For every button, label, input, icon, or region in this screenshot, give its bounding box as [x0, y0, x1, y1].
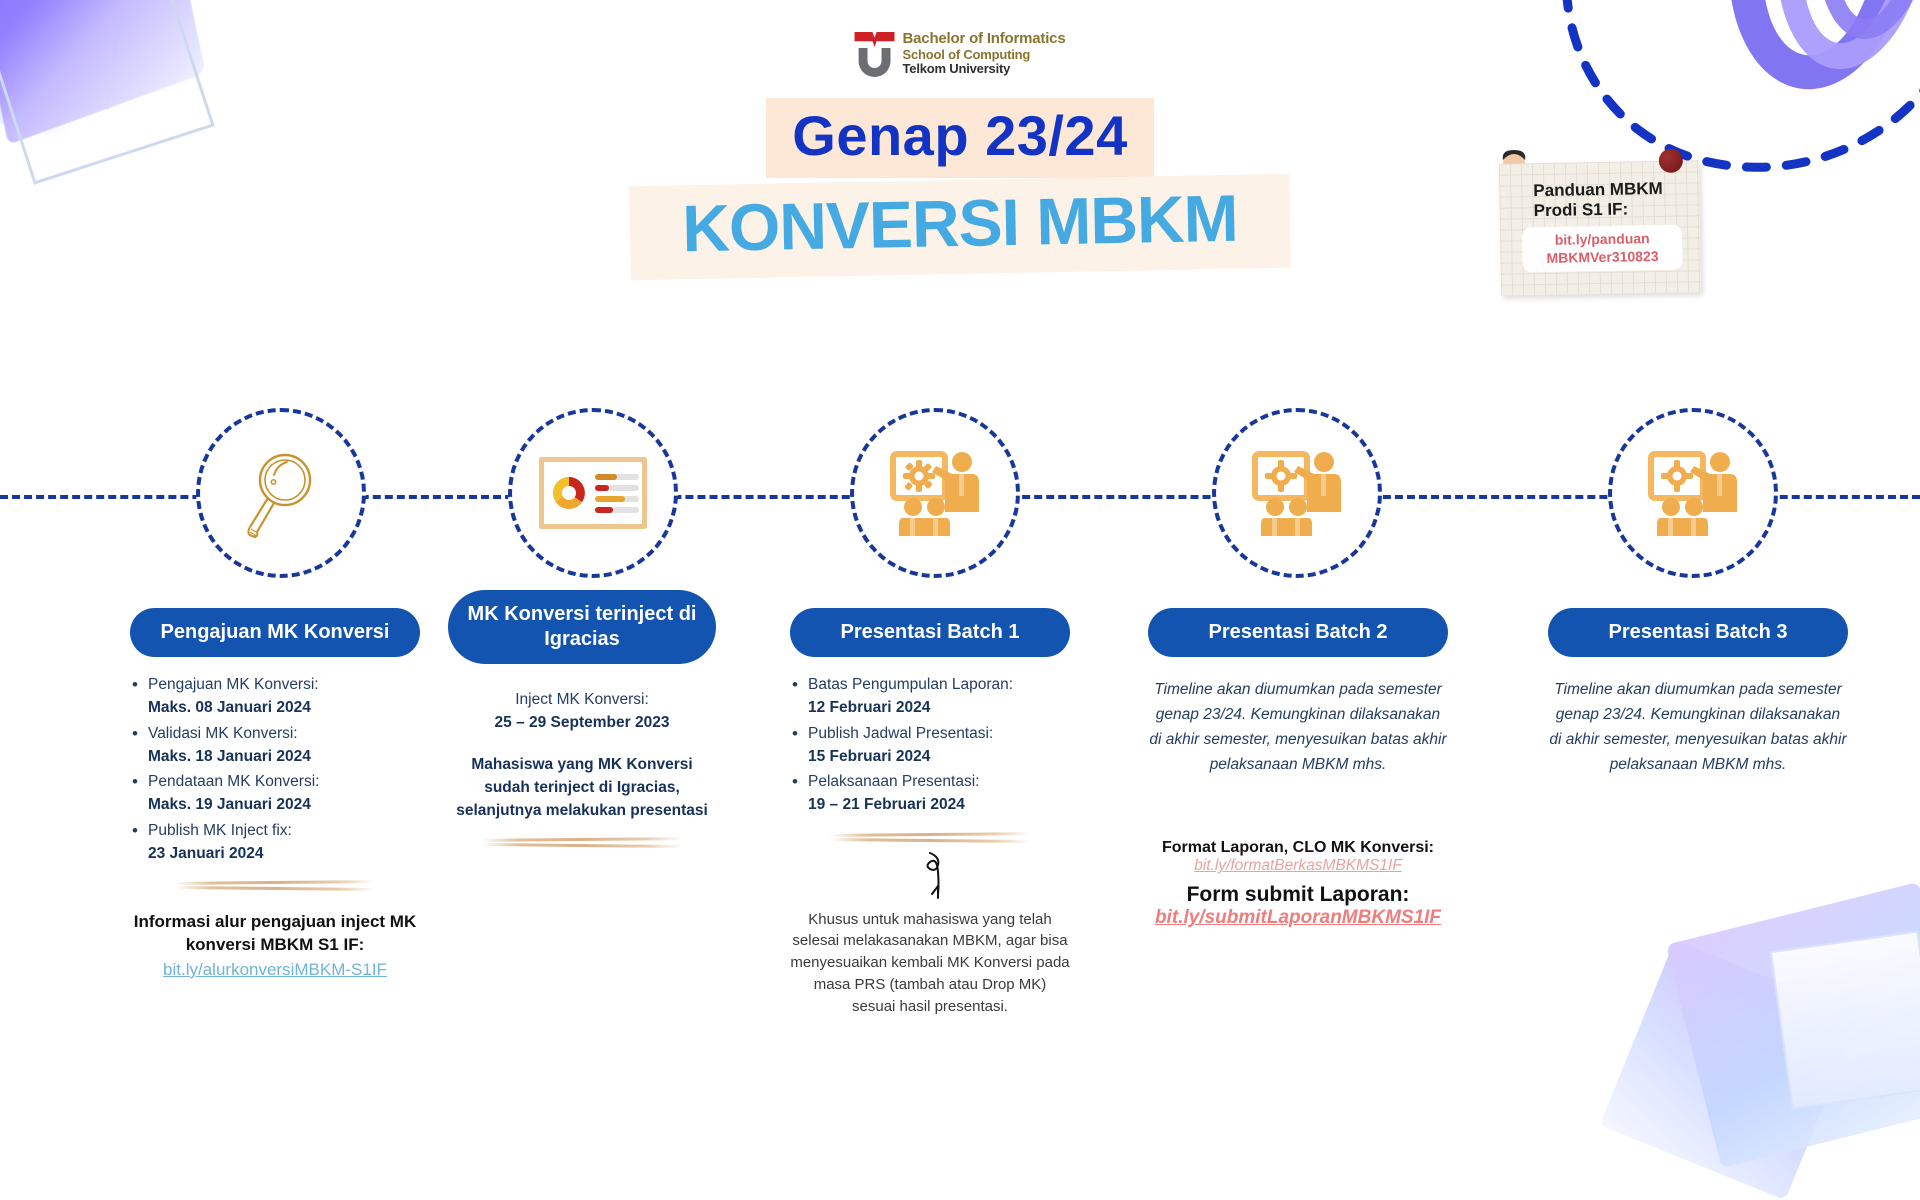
format-berkas-link[interactable]: bit.ly/formatBerkasMBKMS1IF	[1194, 857, 1402, 875]
telkom-logo-mark	[855, 30, 895, 78]
decoration-ribbon	[1801, 0, 1920, 47]
decoration-shape	[0, 0, 105, 141]
divider	[482, 838, 682, 848]
divider	[175, 881, 375, 891]
note-link-box[interactable]	[1522, 225, 1683, 273]
alur-konversi-link[interactable]: bit.ly/alurkonversiMBKM-S1IF	[163, 959, 387, 979]
item-label: Validasi MK Konversi:	[148, 724, 298, 742]
book-icon	[855, 32, 895, 47]
submit-laporan-link[interactable]: bit.ly/submitLaporanMBKMS1IF	[1154, 907, 1442, 929]
step-3-body	[790, 673, 1070, 817]
list-item	[130, 770, 420, 817]
timeline-node-1	[196, 408, 366, 578]
dashboard-chart-icon	[539, 457, 647, 529]
step-5-title: Presentasi Batch 3	[1548, 608, 1848, 657]
decoration-square	[0, 0, 215, 185]
list-item	[790, 673, 1070, 720]
step-3-note: Khusus untuk mahasiswa yang telah selesai melakasanakan MBKM, agar bisa menyesuaikan kembali MK Konversi pada masa PRS (tambah atau Drop MK) sesuai hasil presentasi.	[790, 910, 1070, 1015]
inject-label: Inject MK Konversi:	[515, 691, 649, 708]
step-4-links	[1148, 839, 1448, 929]
timeline-node-2	[508, 408, 678, 578]
step-4-title: Presentasi Batch 2	[1148, 608, 1448, 657]
note-title-line1: Panduan MBKM	[1533, 178, 1663, 201]
item-value: Maks. 18 Januari 2024	[148, 747, 311, 765]
step-column-4	[1148, 608, 1448, 929]
semester-badge	[766, 98, 1153, 178]
item-value: Maks. 08 Januari 2024	[148, 699, 311, 717]
item-value: Maks. 19 Januari 2024	[148, 796, 311, 814]
step-3-title: Presentasi Batch 1	[790, 608, 1070, 657]
step-5-italic-note: Timeline akan diumumkan pada semester genap 23/24. Kemungkinan dilaksanakan di akhir semester, menyesuikan batas akhir pelaksanaan MBKM mhs.	[1549, 681, 1847, 774]
logo-line-1: Bachelor of Informatics	[902, 30, 1066, 48]
presentation-icon	[1247, 448, 1347, 538]
decoration-top-left	[0, 0, 290, 240]
step-1-footer	[130, 911, 420, 982]
step-column-5	[1548, 608, 1848, 777]
decoration-square	[0, 0, 130, 110]
list-item	[790, 722, 1070, 769]
footer-title: Informasi alur pengajuan inject MK konversi MBKM S1 IF:	[133, 912, 417, 954]
note-title	[1533, 179, 1663, 221]
item-value: 15 Februari 2024	[808, 747, 931, 765]
list-item	[130, 673, 420, 720]
form-submit-label: Form submit Laporan:	[1186, 883, 1410, 907]
note-title-line2: Prodi S1 IF:	[1533, 199, 1629, 221]
divider	[830, 833, 1030, 843]
title-banner	[629, 174, 1291, 281]
telkom-university-logo	[855, 30, 1066, 78]
item-label: Pendataan MK Konversi:	[148, 773, 320, 790]
item-value: 12 Februari 2024	[808, 699, 931, 717]
step-column-1	[130, 608, 420, 982]
inject-value: 25 – 29 September 2023	[494, 714, 670, 732]
step-1-title: Pengajuan MK Konversi	[130, 608, 420, 657]
presentation-icon	[1643, 448, 1743, 538]
item-label: Pengajuan MK Konversi:	[148, 676, 319, 693]
list-item	[790, 770, 1070, 817]
step-2-paragraph: Mahasiswa yang MK Konversi sudah terinject di Igracias, selanjutnya melakukan presentasi	[456, 755, 708, 819]
presentation-icon	[885, 448, 985, 538]
timeline-node-3	[850, 408, 1020, 578]
list-item	[130, 722, 420, 769]
u-letter-icon	[859, 48, 891, 77]
decoration-shape	[1600, 940, 1860, 1200]
timeline-node-4	[1212, 408, 1382, 578]
curved-arrow-icon	[910, 849, 950, 901]
note-link-line2: MBKMVer310823	[1546, 247, 1659, 266]
magnifier-icon	[238, 447, 324, 539]
decoration-ribbon	[1760, 0, 1920, 79]
list-item	[130, 819, 420, 866]
step-1-body	[130, 673, 420, 865]
item-value: 23 Januari 2024	[148, 844, 264, 862]
timeline-node-5	[1608, 408, 1778, 578]
format-laporan-label: Format Laporan, CLO MK Konversi:	[1161, 839, 1435, 857]
step-4-italic-note: Timeline akan diumumkan pada semester genap 23/24. Kemungkinan dilaksanakan di akhir semester, menyesuikan batas akhir pelaksanaan MBKM mhs.	[1149, 681, 1447, 774]
decoration-ribbon	[1711, 0, 1920, 101]
item-label: Pelaksanaan Presentasi:	[808, 773, 980, 790]
note-link-line1: bit.ly/panduan	[1554, 230, 1650, 248]
item-label: Publish MK Inject fix:	[148, 821, 292, 839]
step-column-2	[448, 590, 716, 848]
decoration-shape	[1666, 882, 1920, 1168]
decoration-gradient	[0, 0, 206, 145]
page-title-block	[600, 98, 1320, 274]
decoration-bottom-right	[1530, 840, 1920, 1140]
panduan-sticky-note[interactable]	[1499, 160, 1701, 295]
pin-icon	[1659, 149, 1683, 173]
step-2-title: MK Konversi terinject di Igracias	[448, 590, 716, 664]
logo-line-3: Telkom University	[902, 61, 1011, 77]
item-label: Publish Jadwal Presentasi:	[808, 724, 994, 742]
item-label: Batas Pengumpulan Laporan:	[808, 676, 1014, 693]
step-2-body	[448, 688, 716, 822]
page-title: KONVERSI MBKM	[681, 180, 1239, 266]
logo-line-2: School of Computing	[902, 46, 1031, 62]
item-value: 19 – 21 Februari 2024	[808, 796, 965, 814]
step-column-3	[790, 608, 1070, 1017]
decoration-shape	[1770, 930, 1920, 1109]
semester-text: Genap 23/24	[792, 104, 1128, 167]
